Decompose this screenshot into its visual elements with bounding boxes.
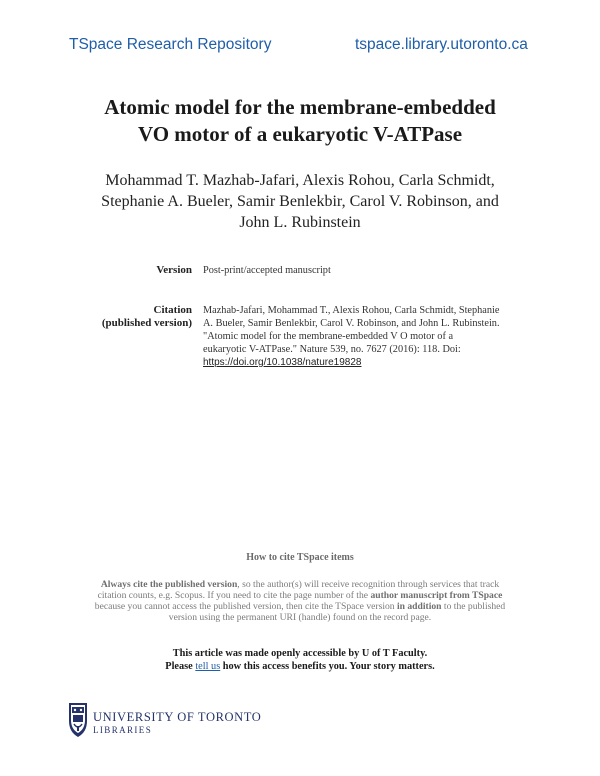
libraries-label: LIBRARIES — [93, 725, 153, 735]
repository-link[interactable]: TSpace Research Repository — [69, 36, 272, 53]
citation-line: Mazhab-Jafari, Mohammad T., Alexis Rohou, Carla Schmidt, Stephanie — [203, 305, 500, 316]
citation-text — [203, 304, 543, 369]
title-line: Atomic model for the membrane-embedded — [104, 95, 496, 119]
author-line: Mohammad T. Mazhab-Jafari, Alexis Rohou, Carla Schmidt, — [105, 172, 495, 189]
access-text: Please — [165, 661, 196, 672]
doi-link[interactable]: https://doi.org/10.1038/nature19828 — [203, 357, 362, 368]
citation-label — [0, 304, 192, 330]
citation-line: eukaryotic V-ATPase." Nature 539, no. 7627 (2016): 118. Doi: — [203, 344, 461, 355]
access-notice — [0, 647, 600, 673]
citation-line: A. Bueler, Samir Benlekbir, Carol V. Robinson, and John L. Rubinstein. — [203, 318, 500, 329]
cite-text: version using the permanent URI (handle) found on the record page. — [168, 612, 432, 623]
cite-text: citation counts, e.g. Scopus. If you need to cite the page number of the — [97, 590, 371, 601]
author-line: John L. Rubinstein — [239, 214, 361, 231]
article-title — [40, 94, 560, 148]
cite-bold: author manuscript from TSpace — [370, 590, 503, 601]
citation-line: "Atomic model for the membrane-embedded V O motor of a — [203, 331, 454, 342]
cite-text: because you cannot access the published version, then cite the TSpace version — [94, 601, 397, 612]
how-to-cite-heading: How to cite TSpace items — [246, 552, 354, 563]
university-crest-icon — [67, 701, 89, 739]
how-to-cite-text — [70, 579, 530, 623]
university-name: UNIVERSITY OF TORONTO — [93, 710, 262, 724]
citation-label-line: Citation — [153, 304, 192, 316]
access-line: This article was made openly accessible by U of T Faculty. — [172, 648, 428, 659]
cite-bold: in addition — [396, 601, 442, 612]
version-label: Version — [156, 264, 192, 276]
version-value: Post-print/accepted manuscript — [203, 265, 331, 276]
access-text: how this access benefits you. Your story matters. — [220, 661, 435, 672]
cite-text: , so the author(s) will receive recognition through services that track — [237, 579, 500, 590]
cite-text: to the published — [441, 601, 506, 612]
citation-label-line: (published version) — [101, 317, 192, 329]
author-line: Stephanie A. Bueler, Samir Benlekbir, Carol V. Robinson, and — [101, 193, 499, 210]
cite-bold: Always cite the published version — [100, 579, 238, 590]
author-list — [60, 170, 540, 233]
tell-us-link[interactable]: tell us — [195, 661, 221, 672]
repository-url-link[interactable]: tspace.library.utoronto.ca — [355, 36, 528, 53]
title-line: VO motor of a eukaryotic V-ATPase — [137, 122, 463, 146]
